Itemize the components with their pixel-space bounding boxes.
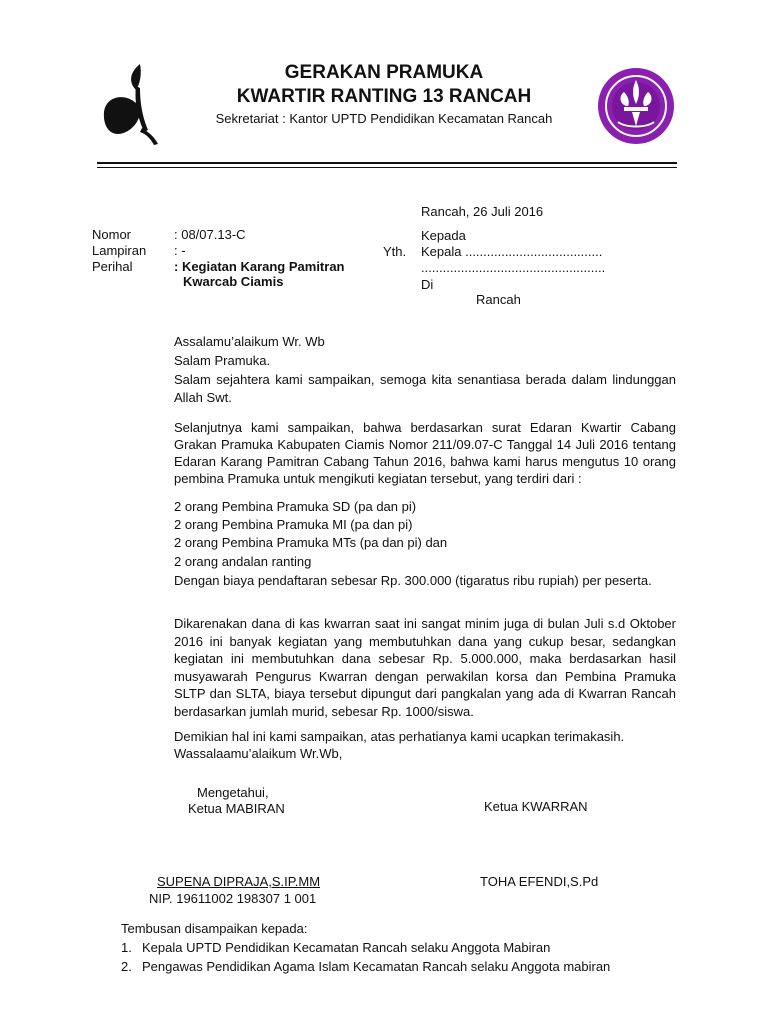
greeting-pramuka: Salam Pramuka.	[174, 353, 271, 368]
paragraph-4: Dikarenakan dana di kas kwarran saat ini sangat minim juga di bulan Juli s.d Oktober 2016 ini banyak kegiatan yang membutuhkan dana yang cukup besar, sedangkan kegiatan ini membutuhkan dana sebesar Rp. 5.000.000, maka berdasarkan hasil musyawarah Pengurus Kwarran dengan perwakilan korsa dan Pembina Pramuka SLTP dan SLTA, biaya tersebut dipungut dari pangkalan yang ada di Kwarran Rancah berdasarkan jumlah murid, sebesar Rp. 1000/siswa.	[174, 616, 676, 719]
cc-item-number: 1.	[121, 940, 132, 955]
greeting-salam: Assalamu’alaikum Wr. Wb	[174, 334, 325, 349]
sign-right-name: TOHA EFENDI,S.Pd	[480, 874, 599, 889]
meta-lampiran-label: Lampiran	[92, 243, 147, 258]
place-date: Rancah, 26 Juli 2016	[421, 204, 544, 219]
list-item: 2 orang andalan ranting	[174, 554, 312, 569]
paragraph-3: Dengan biaya pendaftaran sebesar Rp. 300.000 (tigaratus ribu rupiah) per peserta.	[174, 573, 652, 588]
recipient-place: Rancah	[476, 292, 521, 307]
paragraph-2: Selanjutnya kami sampaikan, bahwa berdasarkan surat Edaran Kwartir Cabang Grakan Pramuka Kabupaten Ciamis Nomor 211/09.07-C Tanggal 14 Juli 2016 tentang Edaran Karang Pamitran Cabang Tahun 2016, bahwa kami harus mengutus 10 orang pembina Pramuka untuk mengikuti kegiatan tersebut, yang terdiri dari :	[174, 420, 676, 486]
meta-perihal-label: Perihal	[92, 259, 133, 274]
list-item: 2 orang Pembina Pramuka MI (pa dan pi)	[174, 517, 413, 532]
header-rule-thick	[97, 162, 677, 164]
recipient-di: Di	[421, 277, 434, 292]
paragraph-1: Salam sejahtera kami sampaikan, semoga kita senantiasa berada dalam lindunggan Allah Swt.	[174, 372, 676, 405]
secretariat-line: Sekretariat : Kantor UPTD Pendidikan Kecamatan Rancah	[215, 111, 553, 126]
cc-item-number: 2.	[121, 959, 132, 974]
sign-left-title-2: Ketua MABIRAN	[188, 801, 285, 816]
sign-left-name: SUPENA DIPRAJA,S.IP.MM	[157, 874, 321, 889]
cc-item-text: Kepala UPTD Pendidikan Kecamatan Rancah selaku Anggota Mabiran	[142, 940, 551, 955]
meta-nomor-label: Nomor	[92, 227, 132, 242]
header-rule-thin	[97, 167, 677, 168]
cc-item-text: Pengawas Pendidikan Agama Islam Kecamatan Rancah selaku Anggota mabiran	[142, 959, 611, 974]
meta-perihal-value-2: Kwarcab Ciamis	[183, 274, 284, 289]
sign-right-title: Ketua KWARRAN	[484, 799, 588, 814]
cc-heading: Tembusan disampaikan kepada:	[121, 921, 308, 936]
sign-left-nip: NIP. 19611002 198307 1 001	[149, 891, 317, 906]
sign-left-title-1: Mengetahui,	[197, 785, 269, 800]
yth-label: Yth.	[383, 244, 407, 259]
meta-nomor-value: : 08/07.13-C	[174, 227, 246, 242]
closing-line-2: Wassalaamu’alaikum Wr.Wb,	[174, 746, 343, 761]
recipient-kepada: Kepada	[421, 228, 466, 243]
org-name: GERAKAN PRAMUKA	[284, 62, 484, 83]
unit-name: KWARTIR RANTING 13 RANCAH	[236, 86, 532, 107]
meta-lampiran-value: : -	[174, 243, 186, 258]
closing-line-1: Demikian hal ini kami sampaikan, atas perhatianya kami ucapkan terimakasih.	[174, 729, 625, 744]
meta-perihal-value: : Kegiatan Karang Pamitran	[174, 259, 345, 274]
recipient-kepala: Kepala ......................................	[421, 244, 603, 259]
list-item: 2 orang Pembina Pramuka SD (pa dan pi)	[174, 499, 417, 514]
list-item: 2 orang Pembina Pramuka MTs (pa dan pi) dan	[174, 535, 448, 550]
recipient-dots: ...................................................	[421, 260, 606, 275]
